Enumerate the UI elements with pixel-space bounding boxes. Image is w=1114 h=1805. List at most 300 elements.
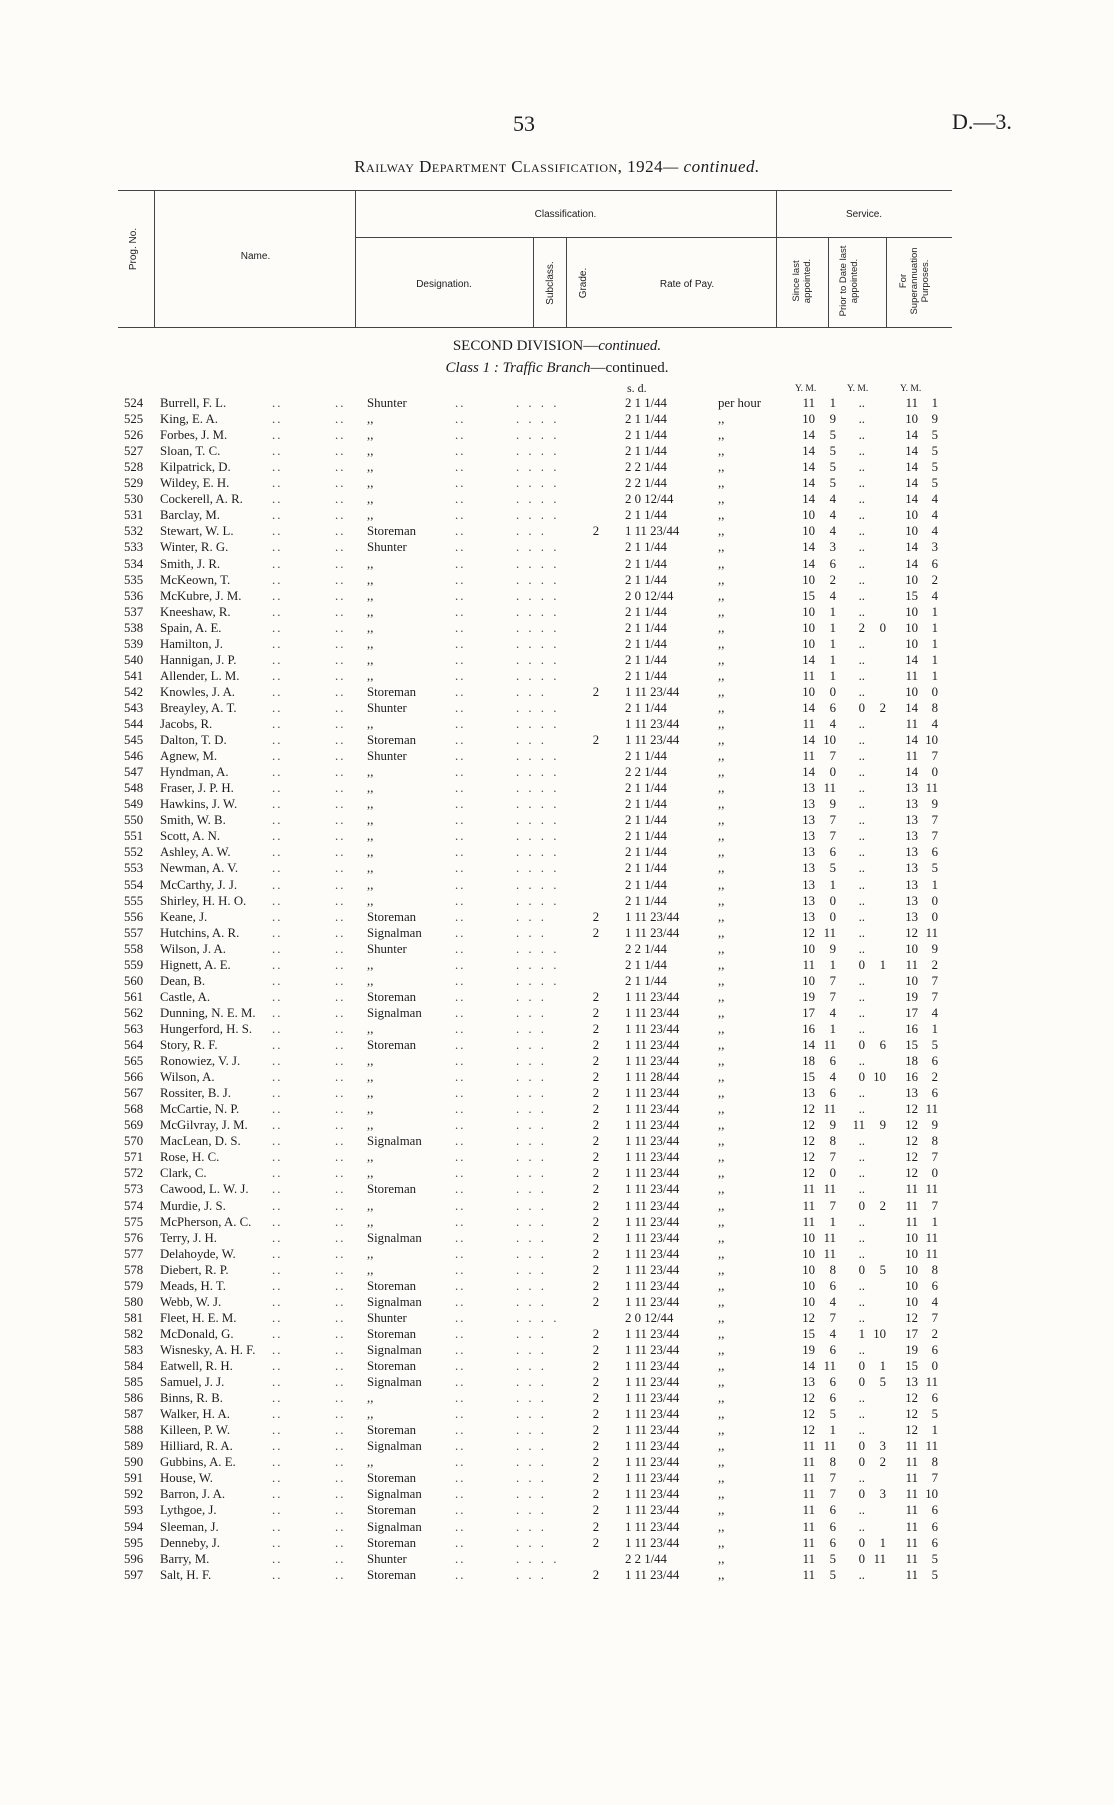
since-months: 2 xyxy=(829,572,836,587)
super-years: 15 xyxy=(905,1038,918,1052)
leader-dots: .. xyxy=(272,1054,283,1069)
rate-unit: ,, xyxy=(718,909,725,924)
since-years: 17 xyxy=(802,1005,815,1020)
since-months: 6 xyxy=(829,556,836,571)
rate-of-pay: 2 1 1/44 xyxy=(625,813,667,828)
super-months: 8 xyxy=(931,1455,938,1470)
prior-months: 5 xyxy=(879,1262,886,1277)
rate-unit: ,, xyxy=(718,1262,725,1277)
grade: 2 xyxy=(592,1038,600,1052)
leader-dots: . . . . xyxy=(516,668,560,683)
rate-of-pay: 1 11 23/44 xyxy=(625,1182,680,1197)
leader-dots: . . . xyxy=(516,1070,547,1085)
units-ym-super: Y. M. xyxy=(900,384,922,394)
super-years: 10 xyxy=(905,572,918,587)
leader-dots: .. xyxy=(455,989,466,1004)
leader-dots: .. xyxy=(272,428,283,443)
super-years: 10 xyxy=(905,684,918,699)
page-number: 53 xyxy=(513,111,535,136)
staff-name: Lythgoe, J. xyxy=(160,1503,217,1518)
leader-dots: .. xyxy=(272,1182,283,1197)
leader-dots: .. xyxy=(455,909,466,924)
designation: ,, xyxy=(367,412,374,427)
designation: ,, xyxy=(367,636,374,651)
super-months: 6 xyxy=(931,1391,938,1406)
super-years: 11 xyxy=(905,1519,918,1534)
table-row xyxy=(0,1503,1114,1519)
staff-name: Binns, R. B. xyxy=(160,1391,223,1406)
leader-dots: .. xyxy=(272,749,283,764)
table-row xyxy=(0,1552,1114,1568)
table-row xyxy=(0,1166,1114,1182)
since-months: 1 xyxy=(829,957,836,972)
rate-of-pay: 1 11 23/44 xyxy=(625,1150,680,1165)
since-years: 10 xyxy=(802,941,815,956)
prog-number: 532 xyxy=(124,524,144,539)
super-years: 10 xyxy=(905,636,918,651)
leader-dots: .. xyxy=(455,1310,466,1325)
designation: Shunter xyxy=(367,941,407,956)
leader-dots: . . . xyxy=(516,1439,547,1454)
since-years: 12 xyxy=(802,1407,815,1422)
prog-number: 586 xyxy=(124,1391,144,1406)
leader-dots: .. xyxy=(335,1230,346,1245)
leader-dots: . . . xyxy=(516,1407,547,1422)
table-row xyxy=(0,1247,1114,1263)
prior-years: .. xyxy=(858,893,865,908)
since-months: 5 xyxy=(829,444,836,459)
super-months: 1 xyxy=(931,604,938,619)
super-years: 11 xyxy=(905,1439,918,1454)
rate-unit: per hour xyxy=(718,396,761,410)
prior-years: .. xyxy=(858,717,865,731)
leader-dots: . . . . xyxy=(516,700,560,715)
header-service: Service. xyxy=(845,209,883,220)
staff-name: Burrell, F. L. xyxy=(160,396,227,410)
leader-dots: .. xyxy=(335,636,346,651)
prog-number: 557 xyxy=(124,925,144,940)
since-years: 11 xyxy=(802,1503,815,1518)
prog-number: 538 xyxy=(124,620,144,635)
since-months: 6 xyxy=(829,1503,836,1518)
staff-name: Kneeshaw, R. xyxy=(160,604,231,619)
since-months: 1 xyxy=(829,1423,836,1438)
super-years: 13 xyxy=(905,893,918,908)
prior-years: .. xyxy=(858,1342,865,1357)
leader-dots: .. xyxy=(455,1567,466,1582)
leader-dots: .. xyxy=(455,460,466,475)
leader-dots: . . . . xyxy=(516,781,560,796)
super-months: 8 xyxy=(931,1134,938,1149)
prog-number: 551 xyxy=(124,829,144,844)
rate-unit: ,, xyxy=(718,1230,725,1245)
table-row xyxy=(0,444,1114,460)
leader-dots: .. xyxy=(335,829,346,844)
rate-of-pay: 1 11 23/44 xyxy=(625,733,680,748)
leader-dots: . . . xyxy=(516,1262,547,1277)
rate-of-pay: 1 11 23/44 xyxy=(625,1198,680,1213)
designation: ,, xyxy=(367,620,374,635)
prog-number: 536 xyxy=(124,588,144,603)
leader-dots: .. xyxy=(455,668,466,683)
table-row xyxy=(0,1263,1114,1279)
rate-unit: ,, xyxy=(718,1294,725,1309)
leader-dots: .. xyxy=(272,941,283,956)
prog-number: 529 xyxy=(124,476,144,491)
leader-dots: . . . xyxy=(516,1054,547,1069)
leader-dots: .. xyxy=(272,1567,283,1582)
since-months: 4 xyxy=(829,588,836,603)
staff-name: Murdie, J. S. xyxy=(160,1198,226,1213)
super-years: 10 xyxy=(905,941,918,956)
prior-years: .. xyxy=(858,1310,865,1325)
prog-number: 590 xyxy=(124,1455,144,1470)
staff-name: Stewart, W. L. xyxy=(160,524,234,539)
rate-of-pay: 2 1 1/44 xyxy=(625,797,667,812)
since-months: 1 xyxy=(829,1214,836,1229)
super-years: 13 xyxy=(905,1375,918,1390)
designation: ,, xyxy=(367,1455,374,1470)
prior-years: .. xyxy=(858,1230,865,1245)
prog-number: 559 xyxy=(124,957,144,972)
table-row xyxy=(0,894,1114,910)
prior-years: .. xyxy=(858,877,865,892)
prior-years: .. xyxy=(858,412,865,427)
designation: Shunter xyxy=(367,540,407,555)
leader-dots: .. xyxy=(272,1278,283,1293)
header-designation: Designation. xyxy=(416,279,472,290)
designation: ,, xyxy=(367,508,374,523)
since-months: 6 xyxy=(829,700,836,715)
prog-number: 555 xyxy=(124,893,144,908)
rate-of-pay: 2 1 1/44 xyxy=(625,508,667,523)
leader-dots: .. xyxy=(455,1005,466,1020)
since-years: 10 xyxy=(802,973,815,988)
super-years: 10 xyxy=(905,1294,918,1309)
table-row xyxy=(0,540,1114,556)
super-months: 5 xyxy=(931,460,938,475)
super-years: 14 xyxy=(905,460,918,475)
leader-dots: .. xyxy=(455,1134,466,1149)
prior-years: .. xyxy=(858,1246,865,1261)
header-since-last-appointed: Since last appointed. xyxy=(791,258,813,304)
prog-number: 583 xyxy=(124,1342,144,1357)
leader-dots: .. xyxy=(455,733,466,748)
leader-dots: .. xyxy=(455,492,466,507)
rate-of-pay: 2 1 1/44 xyxy=(625,556,667,571)
rate-unit: ,, xyxy=(718,524,725,539)
leader-dots: .. xyxy=(335,877,346,892)
rate-of-pay: 2 1 1/44 xyxy=(625,396,667,410)
prior-years: .. xyxy=(858,989,865,1004)
super-years: 15 xyxy=(905,588,918,603)
designation: ,, xyxy=(367,1391,374,1406)
leader-dots: .. xyxy=(335,684,346,699)
designation: ,, xyxy=(367,1086,374,1101)
designation: Signalman xyxy=(367,1439,422,1454)
table-row xyxy=(0,990,1114,1006)
super-months: 1 xyxy=(931,668,938,683)
super-months: 2 xyxy=(931,572,938,587)
leader-dots: .. xyxy=(335,1423,346,1438)
leader-dots: . . . xyxy=(516,1326,547,1341)
leader-dots: .. xyxy=(455,797,466,812)
prior-years: .. xyxy=(858,1519,865,1534)
header-prog-no: Prog. No. xyxy=(128,227,139,271)
leader-dots: .. xyxy=(335,700,346,715)
designation: ,, xyxy=(367,444,374,459)
staff-name: Sloan, T. C. xyxy=(160,444,221,459)
since-months: 4 xyxy=(829,1326,836,1341)
super-years: 14 xyxy=(905,700,918,715)
since-months: 6 xyxy=(829,845,836,860)
super-years: 12 xyxy=(905,1102,918,1117)
super-years: 14 xyxy=(905,476,918,491)
prior-years: .. xyxy=(858,909,865,924)
rate-unit: ,, xyxy=(718,476,725,491)
super-years: 11 xyxy=(905,957,918,972)
super-months: 11 xyxy=(925,925,938,940)
leader-dots: .. xyxy=(335,861,346,876)
leader-dots: .. xyxy=(455,1054,466,1069)
staff-name: Hignett, A. E. xyxy=(160,957,231,972)
designation: ,, xyxy=(367,845,374,860)
super-years: 11 xyxy=(905,1567,918,1582)
since-years: 10 xyxy=(802,508,815,523)
rate-unit: ,, xyxy=(718,1182,725,1197)
designation: ,, xyxy=(367,492,374,507)
designation: ,, xyxy=(367,1102,374,1117)
since-months: 1 xyxy=(829,636,836,651)
table-row xyxy=(0,1279,1114,1295)
leader-dots: .. xyxy=(335,652,346,667)
leader-dots: .. xyxy=(335,1503,346,1518)
prior-years: 0 xyxy=(858,1198,865,1213)
rate-unit: ,, xyxy=(718,781,725,796)
rate-unit: ,, xyxy=(718,925,725,940)
grade: 2 xyxy=(592,1005,600,1020)
since-months: 11 xyxy=(823,1439,836,1454)
grade: 2 xyxy=(592,684,600,699)
leader-dots: .. xyxy=(272,1005,283,1020)
staff-name: McGilvray, J. M. xyxy=(160,1118,248,1133)
leader-dots: .. xyxy=(335,1150,346,1165)
staff-name: Barron, J. A. xyxy=(160,1487,226,1502)
since-years: 10 xyxy=(802,636,815,651)
leader-dots: .. xyxy=(455,941,466,956)
staff-name: Killeen, P. W. xyxy=(160,1423,231,1438)
since-months: 7 xyxy=(829,1487,836,1502)
prog-number: 578 xyxy=(124,1262,144,1277)
rate-unit: ,, xyxy=(718,1005,725,1020)
prog-number: 546 xyxy=(124,749,144,764)
header-divider xyxy=(828,237,829,327)
table-row xyxy=(0,829,1114,845)
leader-dots: . . . xyxy=(516,1230,547,1245)
table-row xyxy=(0,1520,1114,1536)
since-years: 18 xyxy=(802,1054,815,1069)
prog-number: 558 xyxy=(124,941,144,956)
super-years: 10 xyxy=(905,1230,918,1245)
since-years: 10 xyxy=(802,620,815,635)
super-years: 10 xyxy=(905,1278,918,1293)
leader-dots: .. xyxy=(335,1278,346,1293)
prior-months: 2 xyxy=(879,1455,886,1470)
rate-of-pay: 2 1 1/44 xyxy=(625,829,667,844)
grade: 2 xyxy=(592,1471,600,1486)
grade: 2 xyxy=(592,1359,600,1373)
designation: Signalman xyxy=(367,1342,422,1357)
table-row xyxy=(0,910,1114,926)
leader-dots: .. xyxy=(335,1439,346,1454)
header-divider xyxy=(566,237,567,327)
branch-label: Traffic Branch xyxy=(502,360,591,376)
rate-unit: ,, xyxy=(718,1198,725,1213)
since-months: 8 xyxy=(829,1262,836,1277)
since-years: 10 xyxy=(802,524,815,539)
leader-dots: .. xyxy=(455,1551,466,1566)
since-years: 11 xyxy=(802,1214,815,1229)
prior-years: 0 xyxy=(858,1535,865,1550)
leader-dots: .. xyxy=(272,444,283,459)
designation: ,, xyxy=(367,893,374,908)
leader-dots: .. xyxy=(335,893,346,908)
prior-years: 0 xyxy=(858,1070,865,1085)
designation: Signalman xyxy=(367,1230,422,1245)
since-years: 12 xyxy=(802,1310,815,1325)
super-months: 1 xyxy=(931,1423,938,1438)
header-superannuation: For Superannuation Purposes. xyxy=(898,247,931,315)
leader-dots: .. xyxy=(272,1487,283,1502)
table-row xyxy=(0,974,1114,990)
since-months: 9 xyxy=(829,797,836,812)
rate-of-pay: 2 1 1/44 xyxy=(625,540,667,555)
since-months: 6 xyxy=(829,1054,836,1069)
prog-number: 548 xyxy=(124,781,144,796)
since-years: 10 xyxy=(802,1230,815,1245)
since-months: 7 xyxy=(829,1471,836,1486)
designation: ,, xyxy=(367,1150,374,1165)
leader-dots: . . . xyxy=(516,1246,547,1261)
super-months: 0 xyxy=(931,684,938,699)
rate-unit: ,, xyxy=(718,717,725,731)
leader-dots: .. xyxy=(272,1326,283,1341)
header-rate-of-pay: Rate of Pay. xyxy=(659,279,715,290)
designation: ,, xyxy=(367,765,374,780)
since-months: 1 xyxy=(829,1021,836,1036)
leader-dots: . . . . xyxy=(516,941,560,956)
leader-dots: .. xyxy=(272,1070,283,1085)
super-months: 7 xyxy=(931,813,938,828)
prog-number: 595 xyxy=(124,1535,144,1550)
super-years: 16 xyxy=(905,1021,918,1036)
prior-months: 2 xyxy=(879,700,886,715)
rate-of-pay: 1 11 23/44 xyxy=(625,1005,680,1020)
leader-dots: . . . xyxy=(516,1150,547,1165)
leader-dots: .. xyxy=(455,524,466,539)
table-row xyxy=(0,942,1114,958)
leader-dots: .. xyxy=(335,1166,346,1181)
rate-of-pay: 2 2 1/44 xyxy=(625,1551,667,1566)
leader-dots: .. xyxy=(335,668,346,683)
prior-years: .. xyxy=(858,1214,865,1229)
since-months: 1 xyxy=(829,620,836,635)
grade: 2 xyxy=(592,1278,600,1293)
table-row xyxy=(0,1102,1114,1118)
super-years: 11 xyxy=(905,1487,918,1502)
designation: Signalman xyxy=(367,1519,422,1534)
since-years: 11 xyxy=(802,717,815,731)
prior-years: .. xyxy=(858,444,865,459)
since-months: 11 xyxy=(823,925,836,940)
since-years: 10 xyxy=(802,1278,815,1293)
staff-name: Barclay, M. xyxy=(160,508,220,523)
since-years: 10 xyxy=(802,1294,815,1309)
grade: 2 xyxy=(592,1134,600,1149)
prog-number: 531 xyxy=(124,508,144,523)
rate-of-pay: 2 1 1/44 xyxy=(625,428,667,443)
staff-name: McKeown, T. xyxy=(160,572,231,587)
rate-of-pay: 2 2 1/44 xyxy=(625,765,667,780)
rate-unit: ,, xyxy=(718,444,725,459)
since-months: 1 xyxy=(829,604,836,619)
super-years: 14 xyxy=(905,652,918,667)
leader-dots: .. xyxy=(335,989,346,1004)
rate-unit: ,, xyxy=(718,877,725,892)
super-years: 19 xyxy=(905,989,918,1004)
table-row xyxy=(0,861,1114,877)
leader-dots: .. xyxy=(455,508,466,523)
staff-name: Spain, A. E. xyxy=(160,620,222,635)
prog-number: 589 xyxy=(124,1439,144,1454)
rate-of-pay: 2 0 12/44 xyxy=(625,588,674,603)
super-years: 11 xyxy=(905,1471,918,1486)
grade: 2 xyxy=(592,1021,600,1036)
rate-unit: ,, xyxy=(718,428,725,443)
prog-number: 535 xyxy=(124,572,144,587)
prior-months: 2 xyxy=(879,1198,886,1213)
leader-dots: .. xyxy=(335,813,346,828)
since-years: 14 xyxy=(802,444,815,459)
section-heading xyxy=(0,338,1114,355)
prior-months: 0 xyxy=(879,620,886,635)
since-months: 0 xyxy=(829,765,836,780)
leader-dots: .. xyxy=(455,1070,466,1085)
grade: 2 xyxy=(592,1214,600,1229)
super-months: 5 xyxy=(931,476,938,491)
leader-dots: .. xyxy=(455,1471,466,1486)
leader-dots: .. xyxy=(335,492,346,507)
table-row xyxy=(0,653,1114,669)
since-months: 11 xyxy=(823,1182,836,1197)
rate-unit: ,, xyxy=(718,412,725,427)
staff-name: MacLean, D. S. xyxy=(160,1134,241,1149)
super-years: 10 xyxy=(905,524,918,539)
rate-unit: ,, xyxy=(718,1070,725,1085)
rate-of-pay: 1 11 23/44 xyxy=(625,1375,680,1390)
prog-number: 556 xyxy=(124,909,144,924)
rate-unit: ,, xyxy=(718,1439,725,1454)
leader-dots: .. xyxy=(272,845,283,860)
super-months: 9 xyxy=(931,941,938,956)
rate-unit: ,, xyxy=(718,1134,725,1149)
since-years: 12 xyxy=(802,1134,815,1149)
leader-dots: .. xyxy=(455,1503,466,1518)
super-months: 6 xyxy=(931,1503,938,1518)
leader-dots: .. xyxy=(272,1262,283,1277)
staff-name: Fraser, J. P. H. xyxy=(160,781,234,796)
prior-years: .. xyxy=(858,636,865,651)
